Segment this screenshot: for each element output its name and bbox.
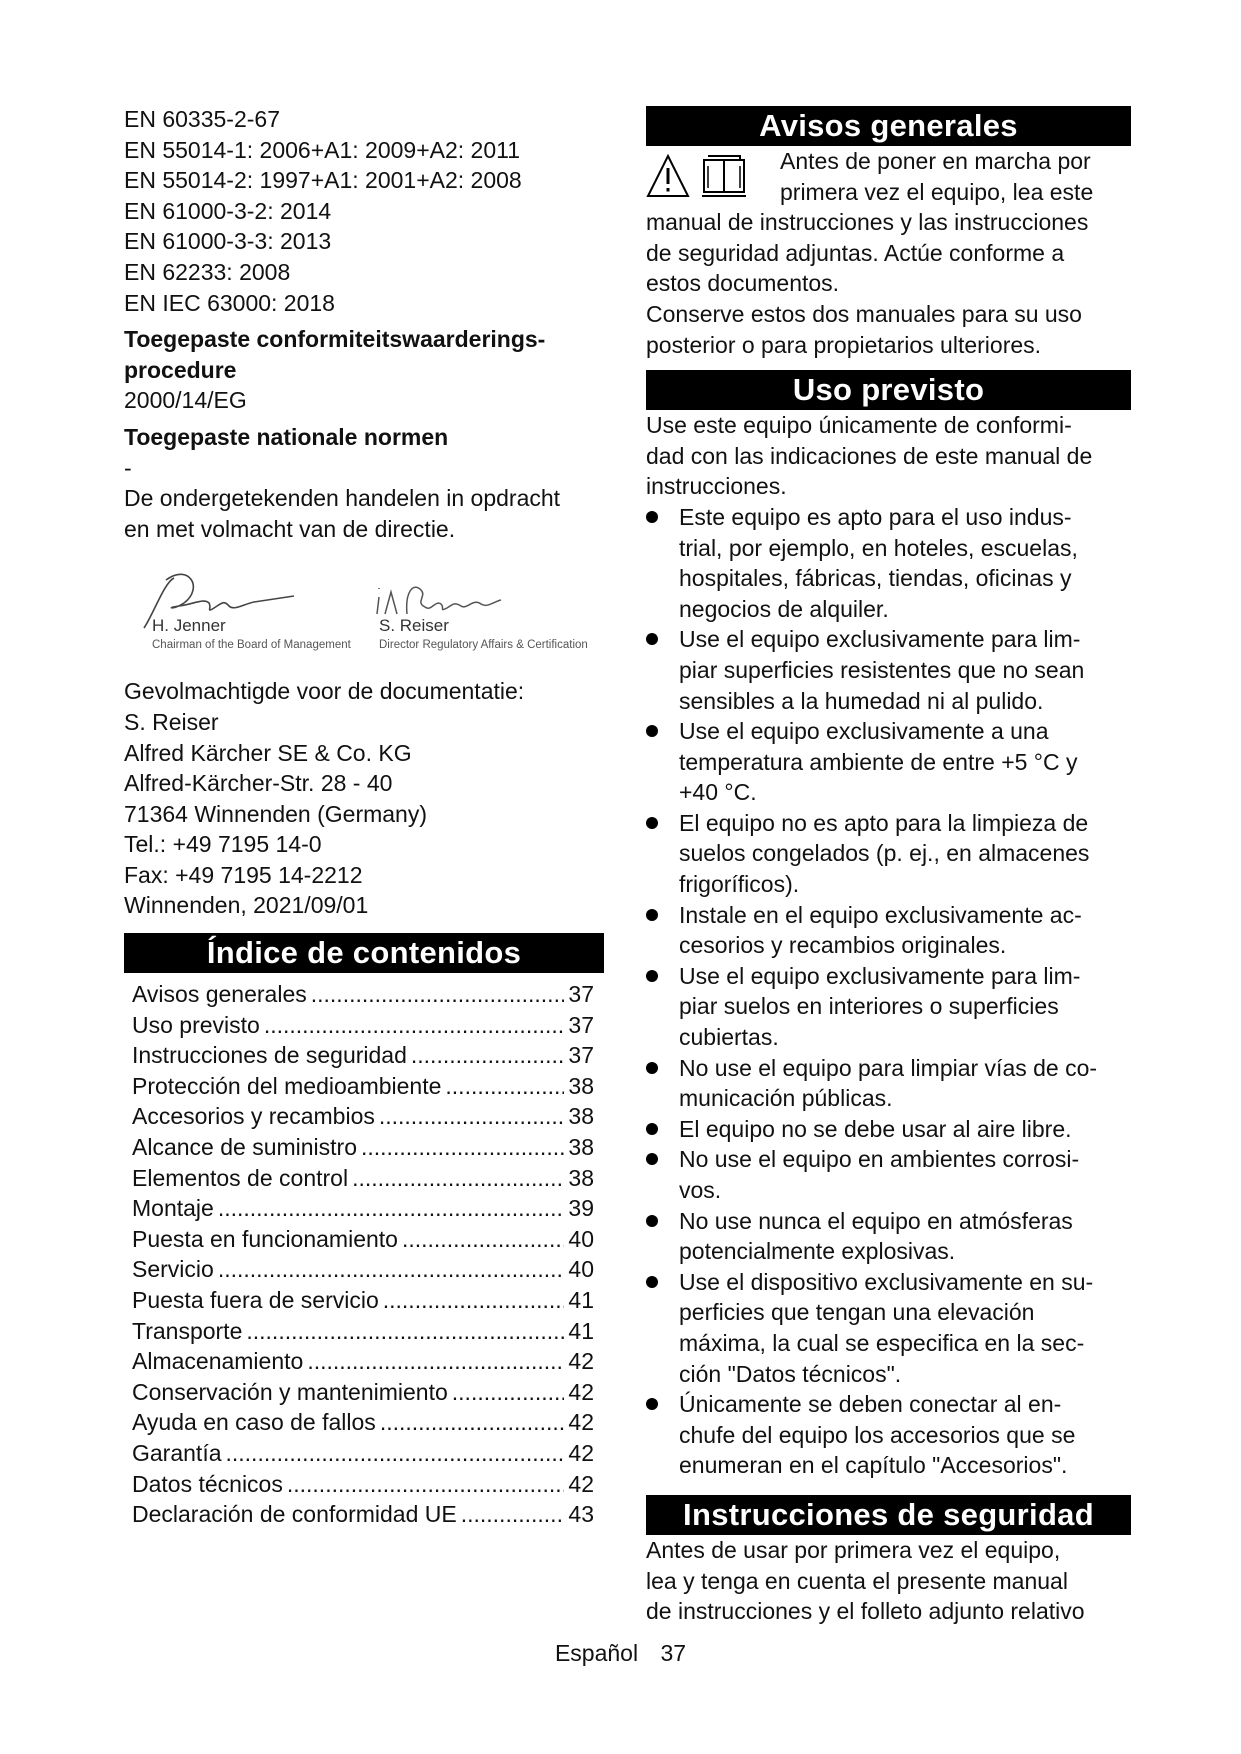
national-value: - (124, 454, 132, 481)
list-item: El equipo no es apto para la limpieza de suelos congelados (p. ej., en almacenes frigoríficos). (646, 808, 1131, 900)
toc-entry[interactable]: Puesta fuera de servicio ..... 41 (132, 1285, 594, 1316)
signatories-text: en met volmacht van de directie. (124, 515, 456, 542)
standard-line: EN IEC 63000: 2018 (124, 289, 335, 316)
standard-line: EN 55014-1: 2006+A1: 2009+A2: 2011 (124, 136, 521, 163)
list-item: Únicamente se deben conectar al en- chufe del equipo los accesorios que se enumeran en el capítulo "Accesorios". (646, 1389, 1131, 1481)
contact-line: Winnenden, 2021/09/01 (124, 892, 369, 919)
signatory-name: S. Reiser (379, 616, 449, 636)
intended-use-text: Use este equipo únicamente de conformi- dad con las indicaciones de este manual de instrucciones. (646, 412, 1093, 500)
left-column (124, 104, 604, 1530)
bullet-icon (646, 511, 658, 523)
toc-heading: Índice de contenidos (124, 933, 604, 973)
toc-entry[interactable]: Puesta en funcionamiento ..... 40 (132, 1224, 594, 1255)
general-text-line: primera vez el equipo, lea este (780, 178, 1094, 205)
list-item: No use el equipo en ambientes corrosi- vos. (646, 1144, 1131, 1205)
contact-line: Alfred-Kärcher-Str. 28 - 40 (124, 770, 393, 797)
list-item: Use el dispositivo exclusivamente en su- perficies que tengan una elevación máxima, la cual se especifica en la sec- ción "Datos técnicos". (646, 1267, 1131, 1389)
footer-language: Español (554, 1640, 639, 1666)
procedure-value: 2000/14/EG (124, 387, 247, 414)
toc-entry[interactable]: Alcance de suministro ..... 38 (132, 1132, 594, 1163)
safety-heading: Instrucciones de seguridad (646, 1495, 1131, 1535)
list-item: Instale en el equipo exclusivamente ac- cesorios y recambios originales. (646, 900, 1131, 961)
general-notes-heading: Avisos generales (646, 106, 1131, 146)
toc-entry[interactable]: Almacenamiento ..... 42 (132, 1346, 594, 1377)
contact-line: Fax: +49 7195 14-2212 (124, 861, 363, 888)
list-item: Este equipo es apto para el uso indus- trial, por ejemplo, en hoteles, escuelas, hospitales, fábricas, tiendas, oficinas y negocios de alquiler. (646, 502, 1131, 624)
bullet-icon (646, 1398, 658, 1410)
toc-entry[interactable]: Servicio ..... 40 (132, 1254, 594, 1285)
toc-entry[interactable]: Ayuda en caso de fallos ..... 42 (132, 1407, 594, 1438)
right-column (646, 106, 1131, 1627)
general-text-line: Antes de poner en marcha por (780, 148, 1091, 174)
bullet-icon (646, 970, 658, 982)
standard-line: EN 55014-2: 1997+A1: 2001+A2: 2008 (124, 167, 522, 194)
standard-line: EN 61000-3-2: 2014 (124, 197, 332, 224)
bullet-icon (646, 633, 658, 645)
list-item: No use nunca el equipo en atmósferas potencialmente explosivas. (646, 1206, 1131, 1267)
bullet-icon (646, 1123, 658, 1135)
signatories-text: De ondergetekenden handelen in opdracht (124, 485, 561, 512)
list-item: Use el equipo exclusivamente para lim- piar suelos en interiores o superficies cubiertas. (646, 961, 1131, 1053)
toc-entry[interactable]: Protección del medioambiente ..... 38 (132, 1071, 594, 1102)
list-item: Use el equipo exclusivamente a una temperatura ambiente de entre +5 °C y +40 °C. (646, 716, 1131, 808)
toc-entry[interactable]: Garantía ..... 42 (132, 1438, 594, 1469)
signatory-title: Director Regulatory Affairs & Certification (379, 639, 588, 652)
bullet-icon (646, 1276, 658, 1288)
bullet-icon (646, 817, 658, 829)
signature-block (124, 552, 604, 692)
procedure-heading: Toegepaste conformiteitswaarderings- (124, 326, 546, 353)
toc-entry[interactable]: Transporte ..... 41 (132, 1316, 594, 1347)
contact-block (124, 676, 604, 921)
standards-list (124, 104, 604, 318)
bullet-icon (646, 725, 658, 737)
contact-line: Tel.: +49 7195 14-0 (124, 831, 322, 858)
contact-line: 71364 Winnenden (Germany) (124, 800, 427, 827)
standard-line: EN 62233: 2008 (124, 258, 291, 285)
page-footer (0, 1640, 1241, 1667)
procedure-heading: procedure (124, 356, 237, 383)
toc-entry[interactable]: Instrucciones de seguridad ..... 37 (132, 1040, 594, 1071)
intended-use-heading: Uso previsto (646, 370, 1131, 410)
safety-text: Antes de usar por primera vez el equipo, lea y tenga en cuenta el presente manual de instrucciones y el folleto adjunto relativo (646, 1536, 1085, 1625)
toc-entry[interactable]: Conservación y mantenimiento ..... 42 (132, 1377, 594, 1408)
intended-use-list (646, 502, 1131, 1481)
toc-entry[interactable]: Montaje ..... 39 (132, 1193, 594, 1224)
toc-entry[interactable]: Avisos generales ..... 37 (132, 979, 594, 1010)
contact-line: S. Reiser (124, 708, 219, 735)
standard-line: EN 61000-3-3: 2013 (124, 228, 332, 255)
contact-line: Gevolmachtigde voor de documentatie: (124, 678, 525, 705)
bullet-icon (646, 909, 658, 921)
bullet-icon (646, 1153, 658, 1165)
list-item: El equipo no se debe usar al aire libre. (646, 1114, 1131, 1145)
toc-entry[interactable]: Datos técnicos ..... 42 (132, 1469, 594, 1500)
warning-manual-icon (646, 152, 771, 202)
signatory-title: Chairman of the Board of Management (152, 639, 351, 652)
toc-entry[interactable]: Declaración de conformidad UE ..... 43 (132, 1499, 594, 1530)
toc-entry[interactable]: Elementos de control ..... 38 (132, 1163, 594, 1194)
table-of-contents (124, 979, 594, 1530)
toc-entry[interactable]: Accesorios y recambios ..... 38 (132, 1101, 594, 1132)
standard-line: EN 60335-2-67 (124, 106, 280, 132)
bullet-icon (646, 1062, 658, 1074)
list-item: Use el equipo exclusivamente para lim- piar superficies resistentes que no sean sensibles a la humedad ni al pulido. (646, 624, 1131, 716)
page-number: 37 (660, 1640, 687, 1666)
signatory-name: H. Jenner (152, 616, 226, 636)
toc-entry[interactable]: Uso previsto ..... 37 (132, 1010, 594, 1041)
list-item: No use el equipo para limpiar vías de co- municación públicas. (646, 1053, 1131, 1114)
bullet-icon (646, 1215, 658, 1227)
general-notes-intro (646, 146, 1131, 207)
general-text: manual de instrucciones y las instrucciones de seguridad adjuntas. Actúe conforme a estos documentos. Conserve estos dos manuales para su uso posterior o para propietarios ulteriores. (646, 209, 1089, 358)
national-heading: Toegepaste nationale normen (124, 423, 449, 450)
contact-line: Alfred Kärcher SE & Co. KG (124, 739, 412, 766)
